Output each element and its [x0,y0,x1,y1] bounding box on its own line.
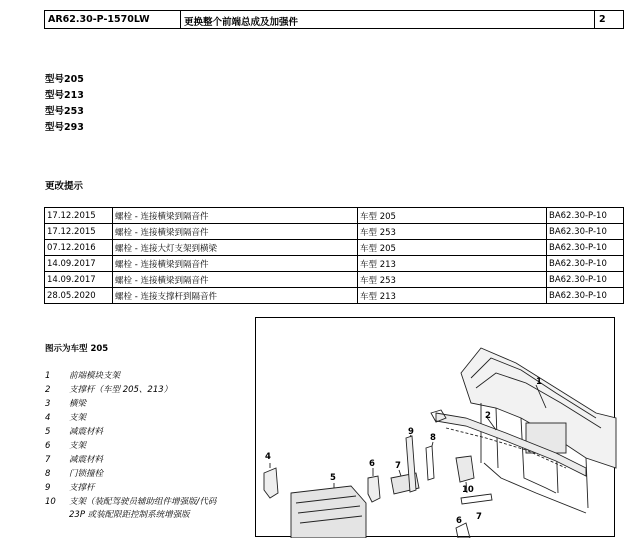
document-header [44,10,624,29]
change-date: 17.12.2015 [45,224,113,240]
legend-num: 9 [45,483,51,493]
change-model: 车型 213 [358,288,547,304]
legend-item [45,467,269,481]
legend-label: 门锁撞栓 [69,469,104,479]
change-text: 螺栓 - 连接大灯支架到横梁 [113,240,358,256]
legend-label: 横梁 [69,399,87,409]
legend-item [45,425,269,439]
changes-table [44,207,624,304]
model-item: 型号213 [45,90,84,101]
change-date: 28.05.2020 [45,288,113,304]
legend-item [45,453,269,467]
change-text: 螺栓 - 连接横梁到隔音件 [113,272,358,288]
callout-4: 4 [265,452,271,462]
model-item: 型号253 [45,106,84,117]
legend-num: 1 [45,371,51,381]
legend-num: 10 [45,497,56,507]
table-row [45,224,624,240]
table-row [45,256,624,272]
legend-item [45,481,269,495]
callout-9: 9 [408,427,414,437]
change-text: 螺栓 - 连接横梁到隔音件 [113,224,358,240]
front-end-illustration [256,318,616,538]
callout-10: 10 [462,485,474,495]
doc-code: AR62.30-P-1570LW [45,11,181,28]
model-item: 型号205 [45,74,84,85]
legend-num: 5 [45,427,51,437]
change-text: 螺栓 - 连接横梁到隔音件 [113,208,358,224]
change-text: 螺栓 - 连接支撑杆到隔音件 [113,288,358,304]
change-ref[interactable]: BA62.30-P-10 [547,224,624,240]
callout-7-lower: 7 [476,512,482,522]
model-list [45,73,84,137]
callout-6: 6 [369,459,375,469]
change-date: 17.12.2015 [45,208,113,224]
callout-8: 8 [430,433,436,443]
legend-label: 支架 [69,441,87,451]
table-row [45,240,624,256]
change-ref[interactable]: BA62.30-P-10 [547,240,624,256]
callout-1: 1 [536,377,542,387]
legend-num: 3 [45,399,51,409]
legend-label: 支架 [69,413,87,423]
doc-title: 更换整个前端总成及加强件 [181,11,595,28]
callout-6-lower: 6 [456,516,462,526]
legend-item [45,439,269,453]
legend-continuation: 23P 或装配限距控制系统增强版 [69,510,190,520]
callout-2: 2 [485,411,491,421]
legend-item [45,397,269,411]
legend-label: 前端模块支架 [69,371,121,381]
callout-7: 7 [395,461,401,471]
legend-item [45,495,269,509]
legend-label: 支撑杆 [69,483,95,493]
change-ref[interactable]: BA62.30-P-10 [547,288,624,304]
figure-legend [45,369,269,521]
exploded-view-figure [255,317,615,537]
legend-num: 8 [45,469,51,479]
legend-label: 减震材料 [69,427,104,437]
change-ref[interactable]: BA62.30-P-10 [547,208,624,224]
legend-num: 7 [45,455,51,465]
change-model: 车型 253 [358,272,547,288]
change-ref[interactable]: BA62.30-P-10 [547,272,624,288]
page-number: 2 [599,14,606,25]
table-row [45,272,624,288]
legend-label: 支架（装配驾驶员辅助组件增强版/代码 [69,497,217,507]
legend-num: 2 [45,385,51,395]
changes-heading: 更改提示 [45,181,84,192]
legend-num: 6 [45,441,51,451]
change-date: 14.09.2017 [45,272,113,288]
table-row [45,288,624,304]
change-date: 14.09.2017 [45,256,113,272]
change-date: 07.12.2016 [45,240,113,256]
change-ref[interactable]: BA62.30-P-10 [547,256,624,272]
table-row [45,208,624,224]
change-model: 车型 205 [358,208,547,224]
change-model: 车型 205 [358,240,547,256]
legend-num: 4 [45,413,51,423]
figure-title: 图示为车型 205 [45,344,109,354]
legend-label: 减震材料 [69,455,104,465]
model-item: 型号293 [45,122,84,133]
change-model: 车型 213 [358,256,547,272]
legend-item [45,383,269,397]
legend-item [45,411,269,425]
change-model: 车型 253 [358,224,547,240]
legend-label: 支撑杆（车型 205、213） [69,385,173,395]
change-text: 螺栓 - 连接横梁到隔音件 [113,256,358,272]
legend-item [45,369,269,383]
callout-5: 5 [330,473,336,483]
